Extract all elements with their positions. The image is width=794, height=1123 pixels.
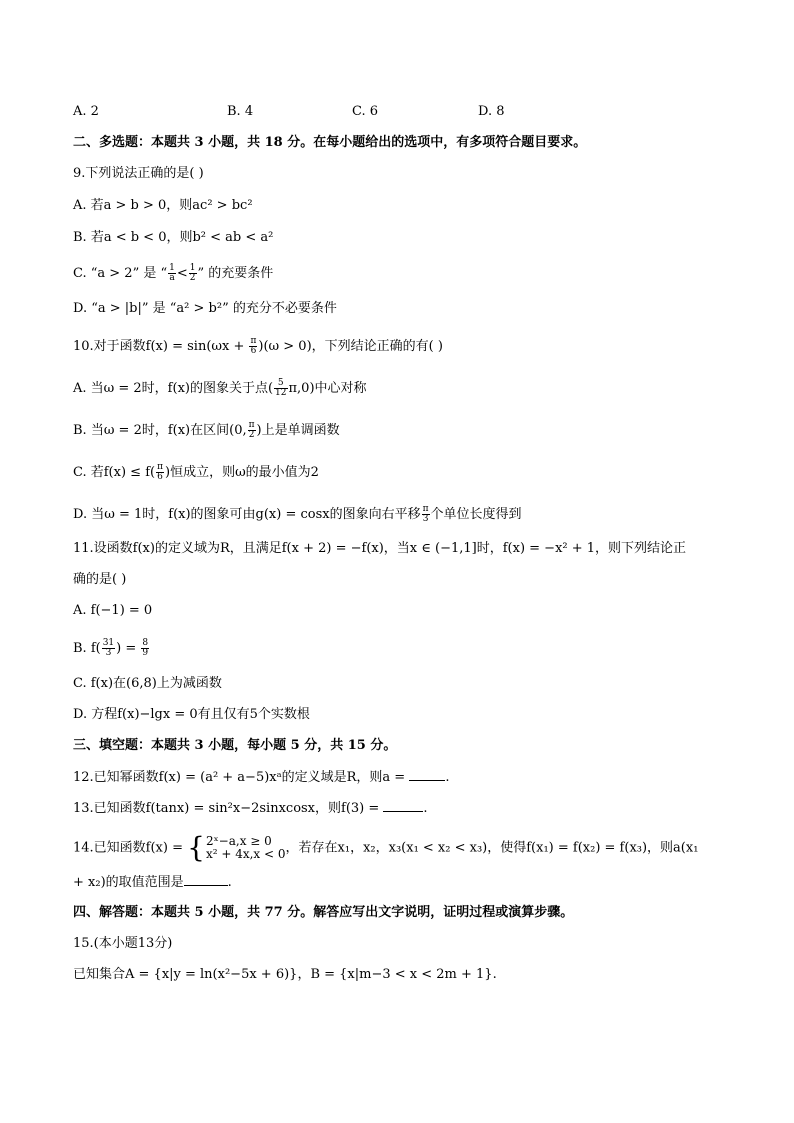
frac-pi-over-6-b: $\frac{\pi}{6}$: [157, 462, 163, 482]
frac-5-over-12: $\frac{5}{12}$: [275, 378, 287, 398]
q8-option-d: D. 8: [478, 104, 505, 119]
q10-option-b: B. 当ω = 2时，f(x)在区间(0, $\frac{\pi}{2}$ )上是单调函数: [73, 420, 340, 440]
q9-option-a: A. 若a > b > 0，则ac² > bc²: [73, 198, 253, 213]
q13: 13.已知函数f(tanx) = sin²x−2sinxcosx，则f(3) = .: [73, 801, 428, 816]
q12: 12.已知幂函数f(x) = (a² + a−5)xᵃ的定义域是R，则a = .: [73, 770, 450, 785]
answer-blank: [383, 799, 423, 812]
q9-stem: 9.下列说法正确的是( ): [73, 166, 204, 181]
q11-option-b: B. f( $\frac{31}{3}$ ) = $\frac{8}{9}$: [73, 638, 149, 658]
q11-option-d: D. 方程f(x)−lgx = 0有且仅有5个实数根: [73, 707, 310, 722]
q10-option-d: D. 当ω = 1时，f(x)的图象可由g(x) = cosx的图象向右平移 $\frac{\pi}{3}$ 个单位长度得到: [73, 504, 522, 524]
answer-blank: [409, 768, 445, 781]
q14-line1: 14.已知函数f(x) = { 2ˣ−a,x ≥ 0 x² + 4x,x < 0 ，若存在x₁，x₂，x₃(x₁ < x₂ < x₃)，使得f(x₁) = f(x₂) = f(x₃)，则a(x₁: [73, 831, 699, 864]
q11-stem-line1: 11.设函数f(x)的定义域为R，且满足f(x + 2) = −f(x)，当x ∈ (−1,1]时，f(x) = −x² + 1，则下列结论正: [73, 541, 687, 556]
q9-option-d: D. “a > |b|” 是 “a² > b²” 的充分不必要条件: [73, 301, 337, 316]
q10-stem: 10.对于函数f(x) = sin(ωx + $\frac{\pi}{6}$ )(ω > 0)，下列结论正确的有( ): [73, 336, 443, 356]
frac-1-over-2: $\frac{1}{2}$: [189, 263, 196, 283]
q10-option-a: A. 当ω = 2时，f(x)的图象关于点( $\frac{5}{12}$ π,0)中心对称: [73, 378, 367, 398]
q8-option-c: C. 6: [352, 104, 379, 119]
q8-option-b: B. 4: [227, 104, 254, 119]
q11-option-c: C. f(x)在(6,8)上为减函数: [73, 676, 222, 691]
q10-option-c: C. 若f(x) ≤ f( $\frac{\pi}{6}$ )恒成立，则ω的最小值为2: [73, 462, 319, 482]
piecewise-cases: 2ˣ−a,x ≥ 0 x² + 4x,x < 0: [205, 834, 286, 861]
q15-body: 已知集合A = {x|y = ln(x²−5x + 6)}，B = {x|m−3 < x < 2m + 1}.: [73, 967, 497, 982]
q15-heading: 15.(本小题13分): [73, 936, 173, 951]
answer-blank: [184, 873, 228, 886]
q11-option-a: A. f(−1) = 0: [73, 603, 153, 618]
q11-stem-line2: 确的是( ): [73, 572, 127, 587]
q8-option-a: A. 2: [73, 104, 99, 119]
section-2-heading: 二、多选题：本题共 3 小题，共 18 分。在每小题给出的选项中，有多项符合题目要求。: [73, 135, 587, 150]
frac-1-over-a: $\frac{1}{a}$: [169, 263, 175, 283]
left-brace: {: [187, 831, 205, 864]
section-3-heading: 三、填空题：本题共 3 小题，每小题 5 分，共 15 分。: [73, 738, 397, 753]
q9-option-b: B. 若a < b < 0，则b² < ab < a²: [73, 230, 274, 245]
frac-31-over-3: $\frac{31}{3}$: [102, 638, 115, 658]
frac-pi-over-3: $\frac{\pi}{3}$: [422, 504, 429, 524]
frac-pi-over-2: $\frac{\pi}{2}$: [248, 420, 255, 440]
frac-pi-over-6: $\frac{\pi}{6}$: [250, 336, 257, 356]
q9-option-c: C. “a > 2” 是 “ $\frac{1}{a}$ < $\frac{1}{2}$ ” 的充要条件: [73, 263, 274, 283]
section-4-heading: 四、解答题：本题共 5 小题，共 77 分。解答应写出文字说明，证明过程或演算步骤。: [73, 905, 574, 920]
frac-8-over-9: $\frac{8}{9}$: [142, 638, 149, 658]
q14-line2: + x₂)的取值范围是 .: [73, 875, 232, 890]
